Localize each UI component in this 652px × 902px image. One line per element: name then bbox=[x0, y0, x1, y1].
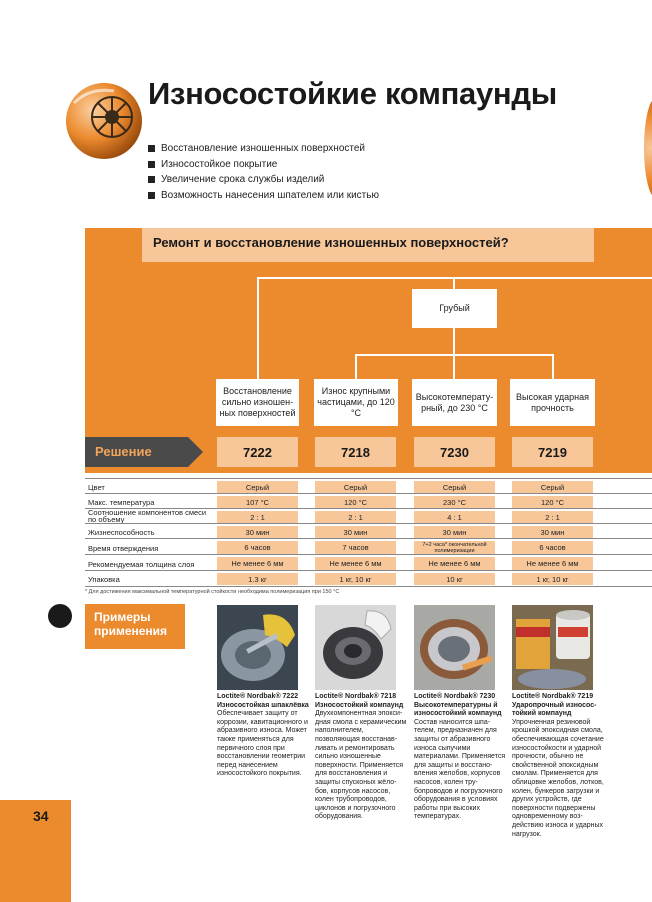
table-cell: 10 кг bbox=[414, 573, 495, 585]
leaf-box: Износ крупными частицами, до 120 °С bbox=[314, 379, 398, 426]
photo-pump-repair-icon bbox=[217, 605, 298, 690]
solution-arrow-icon bbox=[188, 437, 203, 467]
example-description bbox=[217, 693, 309, 779]
branch-box: Грубый bbox=[412, 289, 497, 328]
table-cell: 30 мин bbox=[315, 526, 396, 538]
table-cell: 2 : 1 bbox=[315, 511, 396, 523]
table-cell: 7+2 часа* окончательной полимеризации bbox=[414, 541, 495, 554]
row-label: Жизнеспособность bbox=[88, 528, 155, 537]
table-cell: 1.3 кг bbox=[217, 573, 298, 585]
row-label: Цвет bbox=[88, 483, 105, 492]
feature-item: Возможность нанесения шпателем или кистью bbox=[148, 188, 379, 204]
table-cell: 30 мин bbox=[217, 526, 298, 538]
table-cell: Серый bbox=[217, 481, 298, 493]
solution-label: Решение bbox=[95, 444, 152, 459]
example-text: Состав наносится шпателем, предназначен для защиты от абразивного износа сыпучими материалами. Применяется для защиты и восстановления желобов, корпусов насосов, колен трубопроводов и погрузочного оборудования в условиях работы при высоких температурах. bbox=[414, 718, 506, 821]
examples-heading bbox=[94, 610, 167, 638]
table-cell: Не менее 6 мм bbox=[217, 557, 298, 570]
table-row bbox=[85, 538, 652, 555]
table-cell: 2 : 1 bbox=[512, 511, 593, 523]
connector-line bbox=[355, 354, 357, 379]
table-cell: 120 °С bbox=[315, 496, 396, 508]
table-cell: Серый bbox=[512, 481, 593, 493]
product-code: 7222 bbox=[217, 437, 298, 467]
table-cell: 6 часов bbox=[512, 541, 593, 554]
row-label: Макс. температура bbox=[88, 498, 155, 507]
page-title: Износостойкие компаунды bbox=[148, 76, 557, 111]
table-row bbox=[85, 523, 652, 539]
row-label: Рекомендуемая толщина слоя bbox=[88, 560, 195, 569]
decorative-edge-icon bbox=[644, 98, 652, 198]
gear-rotor-icon bbox=[60, 73, 148, 161]
table-cell: 30 мин bbox=[512, 526, 593, 538]
examples-heading-line: применения bbox=[94, 624, 168, 638]
page-number: 34 bbox=[33, 808, 49, 824]
photo-pipe-elbow-icon bbox=[414, 605, 495, 690]
connector-line bbox=[453, 354, 455, 379]
section-marker-icon bbox=[48, 604, 72, 628]
photo-pump-housing-icon bbox=[315, 605, 396, 690]
table-cell: 4 : 1 bbox=[414, 511, 495, 523]
row-label: Соотношение компонентов смеси по объему bbox=[88, 508, 207, 524]
connector-line bbox=[552, 354, 554, 379]
examples-heading-line: Примеры bbox=[94, 610, 151, 624]
table-cell: 7 часов bbox=[315, 541, 396, 554]
feature-item: Износостойкое покрытие bbox=[148, 157, 379, 173]
example-text: Двухкомпонентная эпоксидная смола с керамическим наполнителем, позволяющая восстанавливать и ремонтировать сильно изношенные поверхности. Применяется для восстановления и защиты спусконых жёлобов, корпусов насосов, колен трубопроводов, циклонов и погрузочного оборудования. bbox=[315, 710, 407, 821]
connector-line bbox=[453, 328, 455, 355]
feature-item: Увеличение срока службы изделий bbox=[148, 172, 379, 188]
table-cell: 2 : 1 bbox=[217, 511, 298, 523]
feature-item: Восстановление изношенных поверхностей bbox=[148, 141, 379, 157]
example-description bbox=[512, 693, 604, 839]
connector-line bbox=[453, 277, 455, 289]
example-description bbox=[414, 693, 506, 822]
leaf-box: Высокая ударная прочность bbox=[510, 379, 595, 426]
table-cell: 120 °С bbox=[512, 496, 593, 508]
product-code: 7230 bbox=[414, 437, 495, 467]
table-row bbox=[85, 478, 652, 494]
table-cell: 107 °С bbox=[217, 496, 298, 508]
table-cell: Не менее 6 мм bbox=[315, 557, 396, 570]
table-cell: 30 мин bbox=[414, 526, 495, 538]
table-cell: 230 °С bbox=[414, 496, 495, 508]
example-text: Упрочненная резиновой крошкой эпоксидная смола, обеспечивающая сочетание износостойкости и ударной прочности, обычно не свойственной эпоксидным смолам. Применяется для облицовке желобов, лотков, колен, бункеров загрузки и других устройств, где поверхности подвержены одновременному воздействию износа и ударных нагрузок. bbox=[512, 718, 604, 838]
table-row bbox=[85, 570, 652, 587]
leaf-box: Высокотемпературный, до 230 °С bbox=[412, 379, 497, 426]
table-cell: 1 кг, 10 кг bbox=[315, 573, 396, 585]
table-cell: 1 кг, 10 кг bbox=[512, 573, 593, 585]
table-footnote: * Для достижения максимальной температурной стойкости необходима полимеризация при 150 °С bbox=[85, 589, 340, 595]
example-description bbox=[315, 693, 407, 822]
product-code: 7218 bbox=[315, 437, 396, 467]
row-label: Время отверждения bbox=[88, 544, 159, 553]
example-title: Loctite® Nordbak® 7230 Высокотемпературны й износостойкий компаунд bbox=[414, 693, 502, 718]
example-title: Loctite® Nordbak® 7222 Износостойкая шпаклёвка bbox=[217, 693, 309, 709]
table-cell: Серый bbox=[414, 481, 495, 493]
connector-line bbox=[257, 277, 259, 379]
table-row bbox=[85, 493, 652, 509]
photo-product-can-icon bbox=[512, 605, 593, 690]
leaf-box: Восстановление сильно изношенных поверхностей bbox=[216, 379, 299, 426]
table-cell: Не менее 6 мм bbox=[512, 557, 593, 570]
table-cell: Серый bbox=[315, 481, 396, 493]
example-text: Обеспечивает защиту от коррозии, кавитационного и абразивного износа. Может также применяться для первичного слоя при восстановлении геометрии перед нанесением износостойкого покрытия. bbox=[217, 710, 308, 778]
example-title: Loctite® Nordbak® 7219 Ударопрочный износостойкий компаунд bbox=[512, 693, 597, 718]
example-title: Loctite® Nordbak® 7218 Износостойкий компаунд bbox=[315, 693, 404, 709]
question-text: Ремонт и восстановление изношенных поверхностей? bbox=[153, 235, 509, 250]
table-row bbox=[85, 554, 652, 571]
product-code: 7219 bbox=[512, 437, 593, 467]
table-row bbox=[85, 508, 652, 524]
table-cell: Не менее 6 мм bbox=[414, 557, 495, 570]
row-label: Упаковка bbox=[88, 575, 120, 584]
table-cell: 6 часов bbox=[217, 541, 298, 554]
feature-list bbox=[148, 141, 379, 203]
